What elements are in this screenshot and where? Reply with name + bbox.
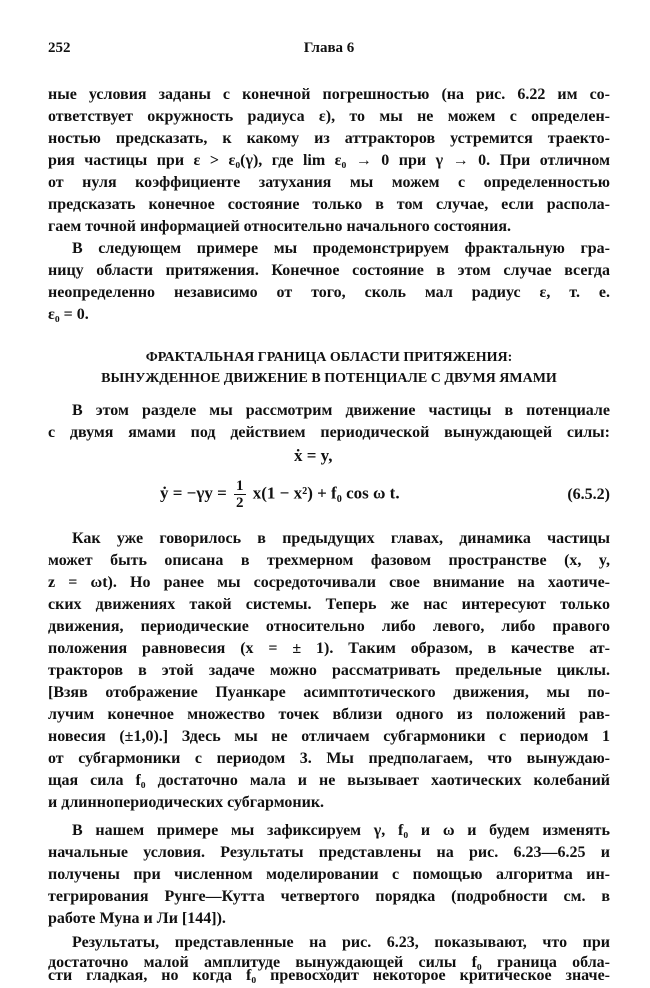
text-line: достаточно малой амплитуде вынуждающей силы f₀ граница обла- bbox=[48, 954, 610, 971]
text-line: гаем точной информацией относительно начального состояния. bbox=[48, 218, 512, 235]
text-line: В этом разделе мы рассмотрим движение частицы в потенциале bbox=[72, 402, 610, 419]
text-line: движения, периодические относительно либо левого, либо правого bbox=[48, 618, 610, 635]
text-line: начальные условия. Результаты представлены на рис. 6.23—6.25 и bbox=[48, 844, 610, 861]
text-line: предсказать конечное состояние только в том случае, если распола- bbox=[48, 196, 610, 213]
text-line: В нашем примере мы зафиксируем γ, f₀ и ω и будем изменять bbox=[72, 822, 610, 839]
text-line: ε₀ = 0. bbox=[48, 306, 89, 323]
fraction-numerator: 1 bbox=[236, 478, 244, 494]
text-line: щая сила f₀ достаточно мала и не вызывает хаотических колебаний bbox=[48, 772, 610, 789]
text-line: ницу области притяжения. Конечное состояние в этом случае всегда bbox=[48, 262, 610, 279]
text-line: тракторов в этой задаче можно рассматривать предельные циклы. bbox=[48, 662, 610, 679]
text-line: В следующем примере мы продемонстрируем фрактальную гра- bbox=[72, 240, 610, 257]
section-heading-line-2: ВЫНУЖДЕННОЕ ДВИЖЕНИЕ В ПОТЕНЦИАЛЕ С ДВУМЯ ЯМАМИ bbox=[101, 371, 557, 386]
text-line: ских движениях такой системы. Теперь же нас интересуют только bbox=[48, 596, 610, 613]
text-line: ответствует окружность радиуса ε), то мы не можем с определен- bbox=[48, 108, 610, 125]
text-line: положения равновесия (x = ± 1). Таким образом, в качестве ат- bbox=[48, 640, 610, 657]
text-line: неопределенно независимо от того, сколь мал радиус ε, т. е. bbox=[48, 284, 610, 301]
text-line: сти гладкая, но когда f₀ превосходит некоторое критическое значе- bbox=[48, 967, 610, 984]
equation-left: ẏ = −γy = bbox=[160, 483, 227, 503]
text-line: от нуля коэффициенте затухания мы можем с определенностью bbox=[48, 174, 610, 191]
section-heading-line-1: ФРАКТАЛЬНАЯ ГРАНИЦА ОБЛАСТИ ПРИТЯЖЕНИЯ: bbox=[145, 350, 513, 365]
text-line: рия частицы при ε > ε₀(γ), где lim ε₀ → 0 при γ → 0. При отличном bbox=[48, 152, 610, 169]
text-line: новесия (±1,0).] Здесь мы не отличаем субгармоники с периодом 1 bbox=[48, 728, 610, 745]
text-line: и длиннопериодических субгармоник. bbox=[48, 794, 325, 811]
text-line: может быть описана в трехмерном фазовом пространстве (x, y, bbox=[48, 552, 610, 569]
text-line: от субгармоники с периодом 3. Мы предполагаем, что вынуждаю- bbox=[48, 750, 610, 767]
text-line: получены при численном моделировании с помощью алгоритма ин- bbox=[48, 866, 610, 883]
text-line: z = ωt). Но ранее мы сосредоточивали свое внимание на хаотиче- bbox=[48, 574, 610, 591]
text-line: лучим конечное множество точек вблизи одного из положений рав- bbox=[48, 706, 610, 723]
text-line: работе Муна и Ли [144]). bbox=[48, 910, 226, 927]
fraction bbox=[234, 478, 246, 511]
page-header bbox=[48, 40, 610, 62]
chapter-title: Глава 6 bbox=[303, 40, 355, 56]
equation-line-1: ẋ = y, bbox=[294, 446, 333, 465]
page-number: 252 bbox=[48, 40, 71, 56]
text-line: тегрирования Рунге—Кутта четвертого порядка (подробности см. в bbox=[48, 888, 610, 905]
text-line: Как уже говорилось в предыдущих главах, динамика частицы bbox=[72, 530, 610, 547]
fraction-denominator: 2 bbox=[236, 495, 244, 511]
text-line: ные условия заданы с конечной погрешностью (на рис. 6.22 им со- bbox=[48, 86, 610, 103]
text-line: [Взяв отображение Пуанкаре асимптотического движения, мы по- bbox=[48, 684, 610, 701]
text-line: с двумя ямами под действием периодической вынуждающей силы: bbox=[48, 424, 610, 441]
equation-line-2 bbox=[160, 478, 400, 511]
text-line: ностью предсказать, к какому из аттракторов устремится траекто- bbox=[48, 130, 610, 147]
equation-number: (6.5.2) bbox=[567, 486, 610, 503]
text-line: Результаты, представленные на рис. 6.23, показывают, что при bbox=[72, 934, 610, 951]
equation-right: x(1 − x²) + f₀ cos ω t. bbox=[252, 483, 400, 503]
